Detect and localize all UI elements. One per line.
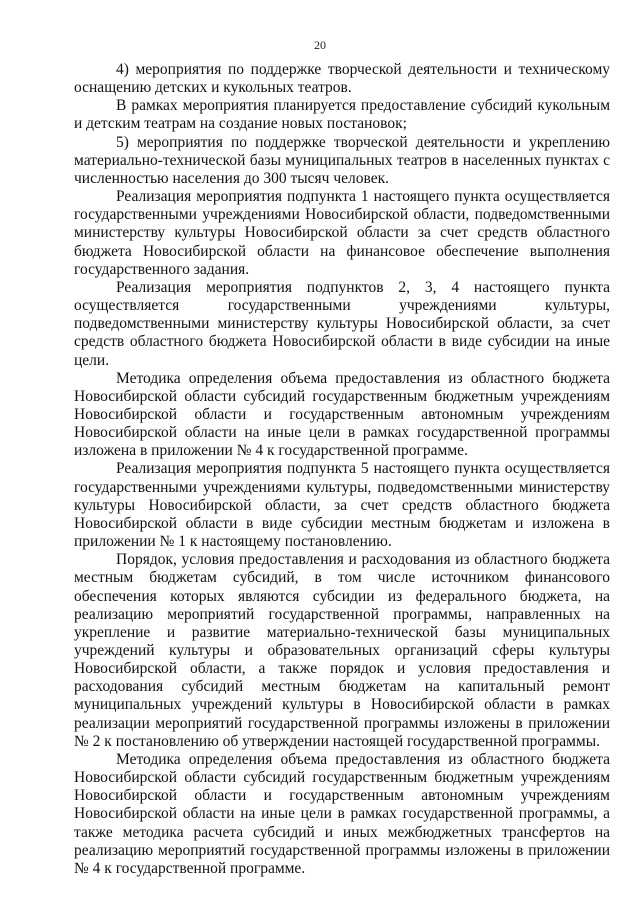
paragraph-subitem-1-implementation: Реализация мероприятия подпункта 1 настоящего пункта осуществляется государственными учреждениями Новосибирской области, подведомственными министерству культуры Новосибирской области за счет средств областного бюджета Новосибирской области на финансовое обеспечение выполнения государственного задания. bbox=[74, 188, 610, 278]
paragraph-item-5: 5) мероприятия по поддержке творческой деятельности и укреплению материально-технической базы муниципальных театров в населенных пунктах с численностью населения до 300 тысяч человек. bbox=[74, 133, 610, 187]
page-number: 20 bbox=[314, 38, 326, 52]
paragraph-puppet-theatres-subsidy: В рамках мероприятия планируется предоставление субсидий кукольным и детским театрам на создание новых постановок; bbox=[74, 97, 610, 133]
paragraph-methodology-transfers: Методика определения объема предоставления из областного бюджета Новосибирской области субсидий государственным бюджетным учреждениям Новосибирской области и государственным автономным учреждениям Новосибирской области на иные цели в рамках государственной программы, а также методика расчета субсидий и иных межбюджетных трансфертов на реализацию мероприятий государственной программы изложены в приложении № 4 к государственной программе. bbox=[74, 750, 610, 877]
paragraph-methodology-appendix-4: Методика определения объема предоставления из областного бюджета Новосибирской области субсидий государственным бюджетным учреждениям Новосибирской области и государственным автономным учреждениям Новосибирской области на иные цели в рамках государственной программы изложена в приложении № 4 к государственной программе. bbox=[74, 369, 610, 460]
paragraph-subitem-5-implementation: Реализация мероприятия подпункта 5 настоящего пункта осуществляется государственными учреждениями культуры, подведомственными министерству культуры Новосибирской области, за счет средств областного бюджета Новосибирской области в виде субсидии местным бюджетам и изложена в приложении № 1 к настоящему постановлению. bbox=[74, 460, 610, 551]
document-body bbox=[74, 61, 610, 878]
paragraph-procedure-conditions: Порядок, условия предоставления и расходования из областного бюджета местным бюджетам субсидий, в том числе источником финансового обеспечения которых являются субсидии из федерального бюджета, на реализацию мероприятий государственной программы, направленных на укрепление и развитие материально-технической базы муниципальных учреждений культуры и образовательных организаций сферы культуры Новосибирской области, а также порядок и условия предоставления и расходования субсидий местным бюджетам на капитальный ремонт муниципальных учреждений культуры в Новосибирской области в рамках реализации мероприятий государственной программы изложены в приложении № 2 к постановлению об утверждении настоящей государственной программы. bbox=[74, 551, 610, 750]
paragraph-subitems-2-4-implementation: Реализация мероприятия подпунктов 2, 3, 4 настоящего пункта осуществляется государственными учреждениями культуры, подведомственными министерству культуры Новосибирской области, за счет средств областного бюджета Новосибирской области в виде субсидии на иные цели. bbox=[74, 278, 610, 369]
paragraph-item-4: 4) мероприятия по поддержке творческой деятельности и техническому оснащению детских и кукольных театров. bbox=[74, 61, 610, 97]
